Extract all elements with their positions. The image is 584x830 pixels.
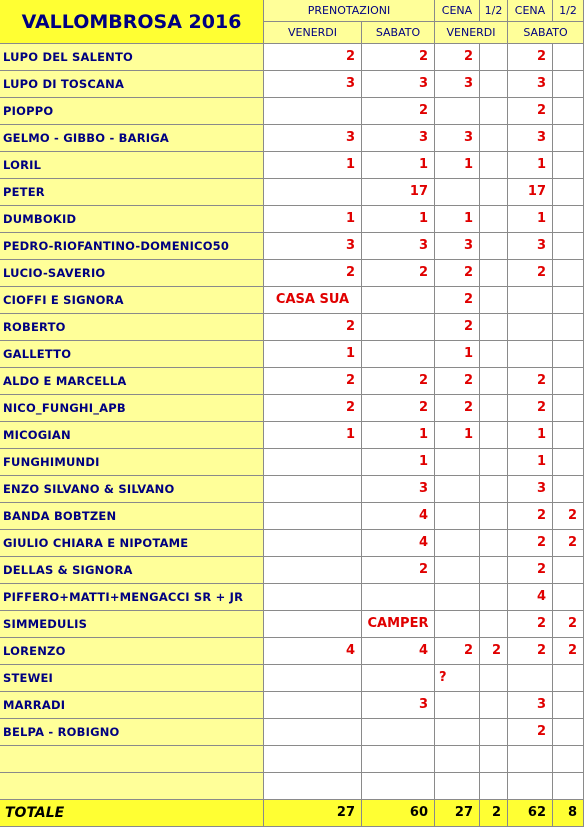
- row-cena-ven-cell: 3: [435, 125, 480, 152]
- row-half-sab-cell: [553, 260, 584, 287]
- row-ven-cell: [264, 773, 362, 800]
- row-name: GALLETTO: [0, 341, 264, 368]
- row-sab-cell: 1: [362, 152, 435, 179]
- row-ven-cell: 3: [264, 233, 362, 260]
- row-name: DELLAS & SIGNORA: [0, 557, 264, 584]
- row-half-ven-cell: [480, 530, 508, 557]
- header-pren-sabato: SABATO: [362, 22, 435, 44]
- row-sab-cell: 1: [362, 449, 435, 476]
- row-half-sab-cell: [553, 449, 584, 476]
- row-cena-ven-cell: 1: [435, 206, 480, 233]
- row-half-sab-cell: [553, 665, 584, 692]
- row-name: LORENZO: [0, 638, 264, 665]
- row-ven-cell: 2: [264, 260, 362, 287]
- row-cena-ven-cell: [435, 503, 480, 530]
- row-ven-cell: [264, 719, 362, 746]
- row-sab-cell: 3: [362, 476, 435, 503]
- row-name: DUMBOKID: [0, 206, 264, 233]
- row-cena-sab-cell: 2: [508, 530, 553, 557]
- row-name: ENZO SILVANO & SILVANO: [0, 476, 264, 503]
- row-sab-cell: 2: [362, 395, 435, 422]
- row-ven-cell: [264, 179, 362, 206]
- row-half-ven-cell: [480, 584, 508, 611]
- row-cena-sab-cell: 2: [508, 260, 553, 287]
- row-ven-cell: [264, 449, 362, 476]
- row-name: PIOPPO: [0, 98, 264, 125]
- row-sab-cell: [362, 773, 435, 800]
- row-half-ven-cell: [480, 449, 508, 476]
- row-cena-sab-cell: [508, 773, 553, 800]
- row-name: BANDA BOBTZEN: [0, 503, 264, 530]
- row-ven-cell: CASA SUA: [264, 287, 362, 314]
- row-half-ven-cell: [480, 611, 508, 638]
- row-sab-cell: [362, 665, 435, 692]
- row-ven-cell: 3: [264, 71, 362, 98]
- row-cena-sab-cell: 2: [508, 719, 553, 746]
- header-half-sabato: 1/2: [553, 0, 584, 22]
- row-cena-sab-cell: 3: [508, 71, 553, 98]
- row-ven-cell: [264, 665, 362, 692]
- row-cena-ven-cell: 2: [435, 395, 480, 422]
- row-sab-cell: 2: [362, 44, 435, 71]
- row-ven-cell: [264, 746, 362, 773]
- row-cena-sab-cell: 2: [508, 557, 553, 584]
- row-cena-ven-cell: [435, 98, 480, 125]
- row-ven-cell: 2: [264, 395, 362, 422]
- row-cena-sab-cell: [508, 287, 553, 314]
- row-ven-cell: 2: [264, 368, 362, 395]
- row-name: PIFFERO+MATTI+MENGACCI SR + JR: [0, 584, 264, 611]
- row-ven-cell: 1: [264, 341, 362, 368]
- row-cena-ven-cell: [435, 179, 480, 206]
- row-name: MARRADI: [0, 692, 264, 719]
- row-sab-cell: 2: [362, 260, 435, 287]
- row-cena-sab-cell: 1: [508, 152, 553, 179]
- row-half-ven-cell: [480, 44, 508, 71]
- row-cena-ven-cell: 2: [435, 314, 480, 341]
- row-sab-cell: 3: [362, 692, 435, 719]
- row-sab-cell: 17: [362, 179, 435, 206]
- row-ven-cell: 2: [264, 314, 362, 341]
- row-cena-sab-cell: 3: [508, 476, 553, 503]
- row-name: ROBERTO: [0, 314, 264, 341]
- row-cena-sab-cell: 1: [508, 422, 553, 449]
- row-half-ven-cell: [480, 152, 508, 179]
- row-half-ven-cell: [480, 98, 508, 125]
- row-cena-ven-cell: 2: [435, 368, 480, 395]
- header-cena-sabato: CENA: [508, 0, 553, 22]
- row-cena-ven-cell: 1: [435, 152, 480, 179]
- row-cena-ven-cell: [435, 773, 480, 800]
- row-half-sab-cell: [553, 746, 584, 773]
- row-name: [0, 773, 264, 800]
- row-half-ven-cell: [480, 692, 508, 719]
- row-name: ALDO E MARCELLA: [0, 368, 264, 395]
- row-half-sab-cell: [553, 44, 584, 71]
- row-name: FUNGHIMUNDI: [0, 449, 264, 476]
- row-half-ven-cell: [480, 368, 508, 395]
- row-cena-sab-cell: 2: [508, 638, 553, 665]
- row-cena-sab-cell: 2: [508, 503, 553, 530]
- row-half-sab-cell: [553, 233, 584, 260]
- header-prenotazioni: PRENOTAZIONI: [264, 0, 435, 22]
- row-name: PEDRO-RIOFANTINO-DOMENICO50: [0, 233, 264, 260]
- row-half-sab-cell: [553, 125, 584, 152]
- row-half-sab-cell: [553, 179, 584, 206]
- row-half-ven-cell: [480, 395, 508, 422]
- row-ven-cell: 3: [264, 125, 362, 152]
- row-name: LORIL: [0, 152, 264, 179]
- header-cena-sabato-day: SABATO: [508, 22, 584, 44]
- sheet-title: VALLOMBROSA 2016: [0, 0, 264, 44]
- row-cena-ven-cell: [435, 449, 480, 476]
- row-half-sab-cell: [553, 368, 584, 395]
- row-sab-cell: 2: [362, 557, 435, 584]
- row-ven-cell: [264, 557, 362, 584]
- row-half-sab-cell: 2: [553, 611, 584, 638]
- total-half-sab-cell: 8: [553, 800, 584, 827]
- row-half-ven-cell: [480, 665, 508, 692]
- row-cena-sab-cell: [508, 746, 553, 773]
- row-name: MICOGIAN: [0, 422, 264, 449]
- total-ven-cell: 27: [264, 800, 362, 827]
- row-half-sab-cell: [553, 557, 584, 584]
- row-cena-ven-cell: [435, 557, 480, 584]
- row-ven-cell: [264, 611, 362, 638]
- row-cena-sab-cell: 3: [508, 125, 553, 152]
- row-half-ven-cell: [480, 71, 508, 98]
- row-half-sab-cell: 2: [553, 503, 584, 530]
- row-sab-cell: CAMPER: [362, 611, 435, 638]
- row-half-ven-cell: [480, 125, 508, 152]
- row-ven-cell: 1: [264, 206, 362, 233]
- row-cena-ven-cell: [435, 692, 480, 719]
- row-name: CIOFFI E SIGNORA: [0, 287, 264, 314]
- row-ven-cell: [264, 476, 362, 503]
- row-half-sab-cell: [553, 584, 584, 611]
- row-sab-cell: 1: [362, 422, 435, 449]
- row-cena-ven-cell: ?: [435, 665, 480, 692]
- row-sab-cell: 3: [362, 71, 435, 98]
- row-half-sab-cell: [553, 476, 584, 503]
- row-sab-cell: [362, 341, 435, 368]
- row-ven-cell: [264, 584, 362, 611]
- row-cena-sab-cell: 1: [508, 449, 553, 476]
- row-cena-ven-cell: 1: [435, 422, 480, 449]
- row-cena-sab-cell: [508, 341, 553, 368]
- row-half-ven-cell: [480, 773, 508, 800]
- row-half-ven-cell: [480, 557, 508, 584]
- header-cena-venerdi: CENA: [435, 0, 480, 22]
- total-cena-sab-cell: 62: [508, 800, 553, 827]
- row-sab-cell: [362, 719, 435, 746]
- row-sab-cell: [362, 287, 435, 314]
- row-half-sab-cell: [553, 98, 584, 125]
- row-half-ven-cell: 2: [480, 638, 508, 665]
- row-cena-ven-cell: 3: [435, 233, 480, 260]
- row-half-ven-cell: [480, 314, 508, 341]
- row-cena-sab-cell: 3: [508, 692, 553, 719]
- row-cena-ven-cell: [435, 611, 480, 638]
- row-cena-sab-cell: 17: [508, 179, 553, 206]
- row-half-ven-cell: [480, 503, 508, 530]
- row-half-sab-cell: [553, 71, 584, 98]
- row-cena-sab-cell: 2: [508, 98, 553, 125]
- row-sab-cell: [362, 584, 435, 611]
- row-half-ven-cell: [480, 179, 508, 206]
- row-ven-cell: [264, 530, 362, 557]
- row-cena-ven-cell: 1: [435, 341, 480, 368]
- header-cena-venerdi-day: VENERDI: [435, 22, 508, 44]
- total-cena-ven-cell: 27: [435, 800, 480, 827]
- row-ven-cell: 4: [264, 638, 362, 665]
- row-half-sab-cell: 2: [553, 638, 584, 665]
- row-half-sab-cell: [553, 719, 584, 746]
- row-cena-ven-cell: 3: [435, 71, 480, 98]
- row-name: [0, 746, 264, 773]
- row-half-sab-cell: [553, 314, 584, 341]
- header-pren-venerdi: VENERDI: [264, 22, 362, 44]
- row-sab-cell: 4: [362, 530, 435, 557]
- row-ven-cell: 2: [264, 44, 362, 71]
- row-sab-cell: 2: [362, 98, 435, 125]
- row-cena-sab-cell: 2: [508, 44, 553, 71]
- total-half-ven-cell: 2: [480, 800, 508, 827]
- row-cena-sab-cell: [508, 665, 553, 692]
- row-name: STEWEI: [0, 665, 264, 692]
- row-name: LUCIO-SAVERIO: [0, 260, 264, 287]
- row-half-ven-cell: [480, 746, 508, 773]
- row-half-ven-cell: [480, 287, 508, 314]
- row-name: SIMMEDULIS: [0, 611, 264, 638]
- row-half-sab-cell: 2: [553, 530, 584, 557]
- row-cena-sab-cell: 1: [508, 206, 553, 233]
- row-half-ven-cell: [480, 422, 508, 449]
- row-cena-sab-cell: 3: [508, 233, 553, 260]
- row-ven-cell: [264, 98, 362, 125]
- row-cena-ven-cell: [435, 719, 480, 746]
- row-cena-ven-cell: 2: [435, 638, 480, 665]
- row-cena-sab-cell: 2: [508, 368, 553, 395]
- row-half-sab-cell: [553, 773, 584, 800]
- row-sab-cell: 4: [362, 638, 435, 665]
- row-ven-cell: 1: [264, 422, 362, 449]
- row-sab-cell: [362, 314, 435, 341]
- row-half-sab-cell: [553, 206, 584, 233]
- row-ven-cell: 1: [264, 152, 362, 179]
- row-cena-sab-cell: 4: [508, 584, 553, 611]
- row-half-sab-cell: [553, 395, 584, 422]
- row-name: LUPO DEL SALENTO: [0, 44, 264, 71]
- header-half-venerdi: 1/2: [480, 0, 508, 22]
- row-sab-cell: 4: [362, 503, 435, 530]
- row-cena-ven-cell: [435, 530, 480, 557]
- row-sab-cell: 2: [362, 368, 435, 395]
- row-cena-sab-cell: 2: [508, 611, 553, 638]
- row-cena-sab-cell: 2: [508, 395, 553, 422]
- row-cena-ven-cell: [435, 746, 480, 773]
- row-cena-ven-cell: 2: [435, 287, 480, 314]
- row-name: GIULIO CHIARA E NIPOTAME: [0, 530, 264, 557]
- row-sab-cell: 3: [362, 125, 435, 152]
- row-half-ven-cell: [480, 476, 508, 503]
- row-half-ven-cell: [480, 719, 508, 746]
- row-cena-ven-cell: [435, 584, 480, 611]
- row-half-ven-cell: [480, 233, 508, 260]
- row-cena-sab-cell: [508, 314, 553, 341]
- row-half-sab-cell: [553, 287, 584, 314]
- total-sab-cell: 60: [362, 800, 435, 827]
- row-name: BELPA - ROBIGNO: [0, 719, 264, 746]
- row-sab-cell: [362, 746, 435, 773]
- row-cena-ven-cell: 2: [435, 44, 480, 71]
- row-name: NICO_FUNGHI_APB: [0, 395, 264, 422]
- row-ven-cell: [264, 503, 362, 530]
- row-half-ven-cell: [480, 206, 508, 233]
- row-half-sab-cell: [553, 692, 584, 719]
- row-sab-cell: 1: [362, 206, 435, 233]
- row-ven-cell: [264, 692, 362, 719]
- row-half-ven-cell: [480, 341, 508, 368]
- row-half-sab-cell: [553, 422, 584, 449]
- total-label: TOTALE: [0, 800, 264, 827]
- row-name: LUPO DI TOSCANA: [0, 71, 264, 98]
- row-name: GELMO - GIBBO - BARIGA: [0, 125, 264, 152]
- row-cena-ven-cell: 2: [435, 260, 480, 287]
- row-name: PETER: [0, 179, 264, 206]
- row-half-sab-cell: [553, 341, 584, 368]
- row-cena-ven-cell: [435, 476, 480, 503]
- row-sab-cell: 3: [362, 233, 435, 260]
- row-half-ven-cell: [480, 260, 508, 287]
- row-half-sab-cell: [553, 152, 584, 179]
